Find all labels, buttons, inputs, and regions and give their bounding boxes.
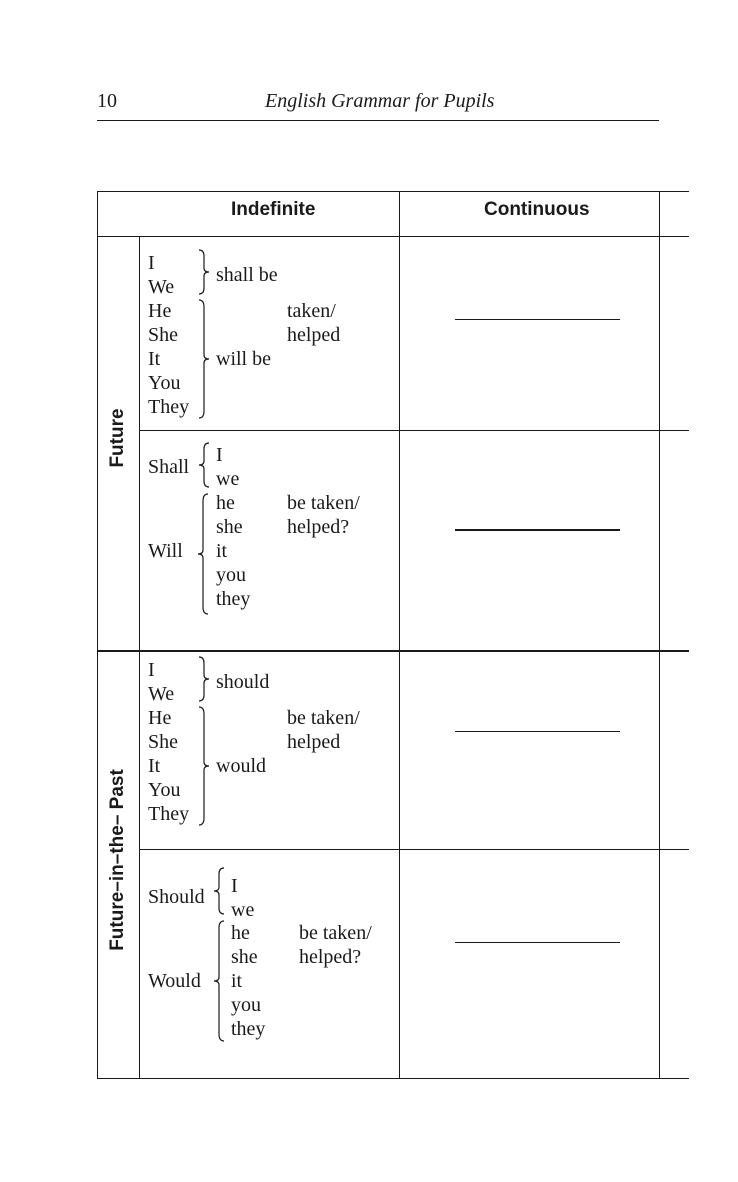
participle: taken/ <box>287 300 336 322</box>
table-left-border <box>97 191 98 1079</box>
left-brace <box>197 493 209 615</box>
auxiliary-verb: Would <box>148 970 201 992</box>
pronoun: he <box>216 492 235 514</box>
pronoun: you <box>216 564 246 586</box>
book-title: English Grammar for Pupils <box>265 90 495 112</box>
participle: helped? <box>299 946 362 968</box>
participle: helped? <box>287 516 350 538</box>
pronoun: We <box>148 683 175 705</box>
auxiliary-verb: shall be <box>216 264 278 286</box>
participle: helped <box>287 731 341 753</box>
pronoun: It <box>148 348 161 370</box>
pronoun: You <box>148 779 181 801</box>
pronoun: She <box>148 731 178 753</box>
pronoun: I <box>148 659 155 681</box>
left-brace <box>198 442 210 488</box>
header-row-border <box>97 236 689 237</box>
pronoun: she <box>231 946 258 968</box>
pronoun: they <box>216 588 251 610</box>
participle: be taken/ <box>299 922 372 944</box>
left-brace <box>213 920 225 1042</box>
participle: be taken/ <box>287 492 360 514</box>
pronoun: You <box>148 372 181 394</box>
column-header-continuous: Continuous <box>484 199 590 220</box>
answer-blank <box>455 731 620 732</box>
participle: helped <box>287 324 341 346</box>
pronoun: she <box>216 516 243 538</box>
row-divider <box>139 430 689 431</box>
column-header-indefinite: Indefinite <box>231 199 316 220</box>
page-header <box>97 88 659 121</box>
auxiliary-verb: should <box>216 671 270 693</box>
auxiliary-verb: will be <box>216 348 271 370</box>
pronoun: He <box>148 300 172 322</box>
pronoun: They <box>148 803 190 825</box>
row-divider <box>139 849 689 850</box>
auxiliary-verb: would <box>216 755 266 777</box>
pronoun: I <box>231 875 238 897</box>
pronoun: They <box>148 396 190 418</box>
auxiliary-verb: Should <box>148 886 205 908</box>
indefinite-column-border <box>399 191 400 1079</box>
pronoun: it <box>216 540 228 562</box>
label-column-border <box>139 236 140 1079</box>
pronoun: We <box>148 276 175 298</box>
pronoun: he <box>231 922 250 944</box>
grammar-table <box>97 191 689 1079</box>
pronoun: we <box>216 468 240 490</box>
auxiliary-verb: Will <box>148 540 183 562</box>
page-number: 10 <box>97 90 117 112</box>
section-divider <box>97 650 689 652</box>
pronoun: She <box>148 324 178 346</box>
participle: be taken/ <box>287 707 360 729</box>
pronoun: It <box>148 755 161 777</box>
table-top-border <box>97 191 689 192</box>
pronoun: I <box>216 444 223 466</box>
pronoun: it <box>231 970 243 992</box>
answer-blank <box>455 529 620 531</box>
section-label-future-in-the-past: Future–in–the– Past <box>107 769 128 951</box>
auxiliary-verb: Shall <box>148 456 190 478</box>
right-brace <box>198 706 210 826</box>
pronoun: He <box>148 707 172 729</box>
answer-blank <box>455 319 620 320</box>
right-brace <box>198 299 210 419</box>
right-brace <box>198 656 210 702</box>
pronoun: we <box>231 899 255 921</box>
continuous-column-border <box>659 191 660 1079</box>
table-bottom-border <box>97 1078 689 1079</box>
right-brace <box>198 249 210 295</box>
left-brace <box>213 867 225 915</box>
answer-blank <box>455 942 620 943</box>
section-label-future: Future <box>107 408 128 468</box>
pronoun: they <box>231 1018 266 1040</box>
pronoun: I <box>148 252 155 274</box>
pronoun: you <box>231 994 261 1016</box>
